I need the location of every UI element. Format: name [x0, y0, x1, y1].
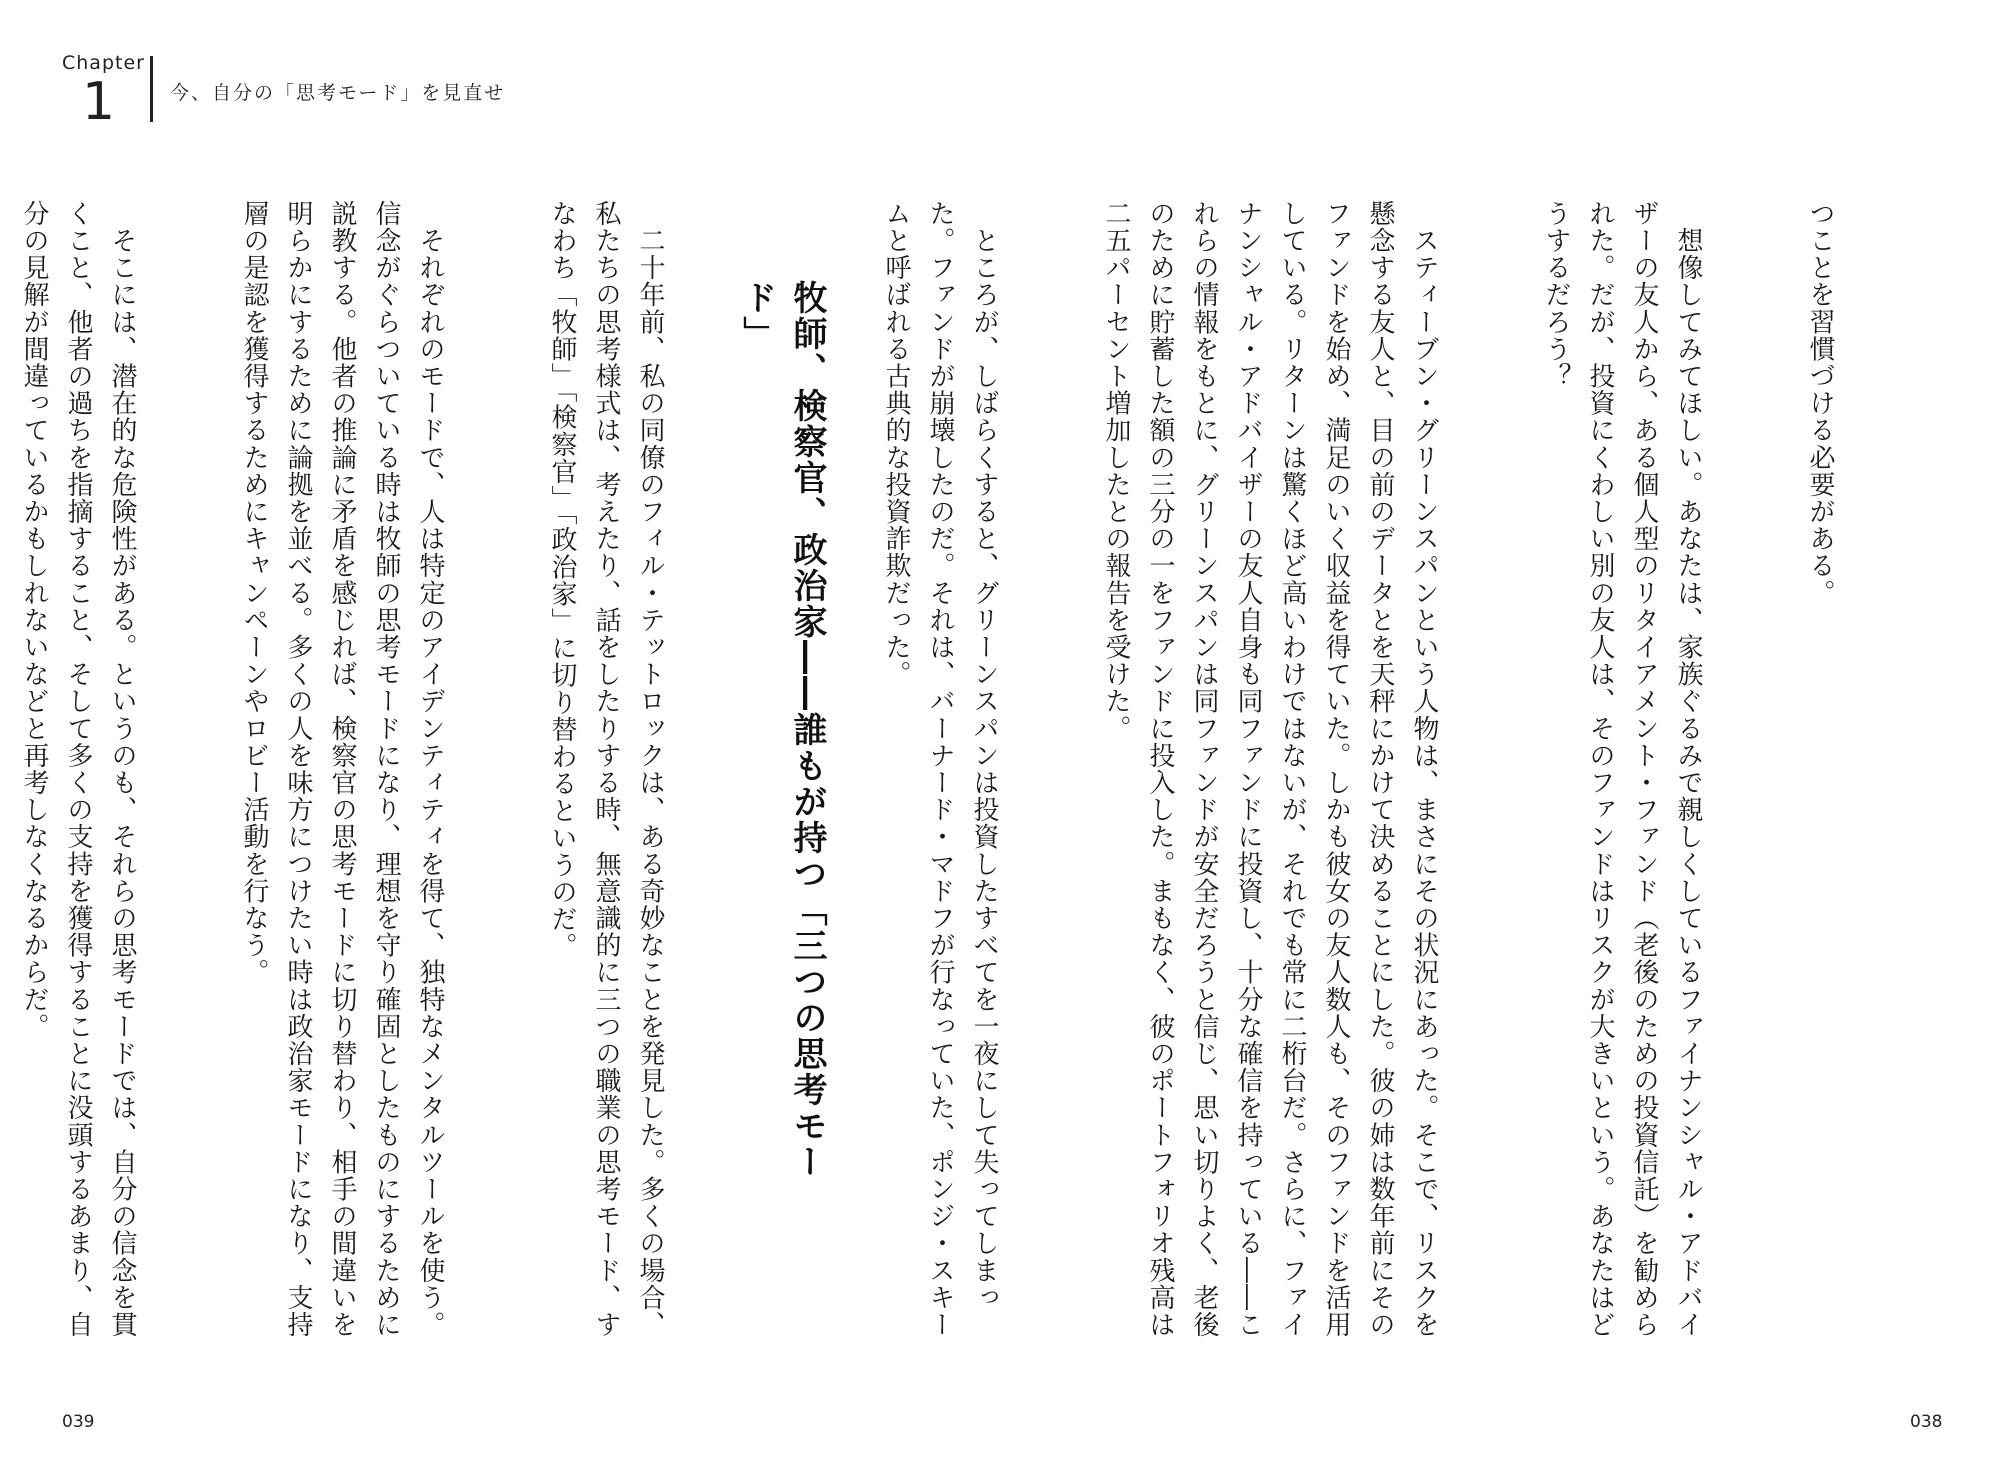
chapter-divider — [150, 56, 153, 122]
page-number-right: 038 — [1910, 1412, 1943, 1432]
chapter-label: Chapter — [62, 52, 145, 74]
section-heading: 牧師、検察官、政治家――誰もが持つ「三つの思考モード」 — [737, 280, 827, 1180]
page-number-left: 039 — [62, 1412, 95, 1432]
body-paragraph: 二十年前、私の同僚のフィル・テットロックは、ある奇妙なことを発見した。多くの場合、私たちの思考様式は、考えたり、話をしたりする時、無意識的に三つの職業の思考モード、すなわち「牧師」「検察官」「政治家」に切り替わるというのだ。 — [547, 200, 665, 1339]
right-page-body — [881, 200, 1930, 1340]
body-paragraph: そこには、潜在的な危険性がある。というのも、それらの思考モードでは、自分の信念を貫くこと、他者の過ちを指摘すること、そして多くの支持を獲得することに没頭するあまり、自分の見解が間違っているかもしれないなどと再考しなくなるからだ。 — [19, 200, 137, 1339]
body-paragraph: それぞれのモードで、人は特定のアイデンティティを得て、独特なメンタルツールを使う。信念がぐらついている時は牧師の思考モードになり、理想を守り確固としたものにするために説教する。他者の推論に矛盾を感じれば、検察官の思考モードに切り替わり、相手の間違いを明らかにするために論拠を並べる。多くの人を味方につけたい時は政治家モードになり、支持層の是認を獲得するためにキャンペーンやロビー活動を行なう。 — [239, 200, 445, 1339]
chapter-marker — [62, 52, 154, 132]
left-page-body — [19, 200, 760, 1340]
body-paragraph: 想像してみてほしい。あなたは、家族ぐるみで親しくしているファイナンシャル・アドバイザーの友人から、ある個人型のリタイアメント・ファンド（老後のための投資信託）を勧められた。だが、投資にくわしい別の友人は、そのファンドはリスクが大きいという。あなたはどうするだろう？ — [1541, 200, 1703, 1339]
chapter-title: 今、自分の「思考モード」を見直せ — [170, 82, 506, 104]
body-paragraph: ところが、しばらくすると、グリーンスパンは投資したすべてを一夜にして失ってしまった。ファンドが崩壊したのだ。それは、バーナード・マドフが行なっていた、ポンジ・スキームと呼ばれる古典的な投資詐欺だった。 — [881, 200, 999, 1339]
body-paragraph: スティーブン・グリーンスパンという人物は、まさにその状況にあった。そこで、リスクを懸念する友人と、目の前のデータとを天秤にかけて決めることにした。彼の姉は数年前にそのファンドを始め、満足のいく収益を得ていた。しかも彼女の友人数人も、そのファンドを活用している。リターンは驚くほど高いわけではないが、それでも常に二桁台だ。さらに、ファイナンシャル・アドバイザーの友人自身も同ファンドに投資し、十分な確信を持っている――これらの情報をもとに、グリーンスパンは同ファンドが安全だろうと信じ、思い切りよく、老後のために貯蓄した額の三分の一をファンドに投入した。まもなく、彼のポートフォリオ残高は二五パーセント増加したとの報告を受けた。 — [1101, 200, 1439, 1339]
chapter-number: 1 — [82, 72, 116, 132]
body-paragraph: つことを習慣づける必要がある。 — [1805, 200, 1835, 607]
